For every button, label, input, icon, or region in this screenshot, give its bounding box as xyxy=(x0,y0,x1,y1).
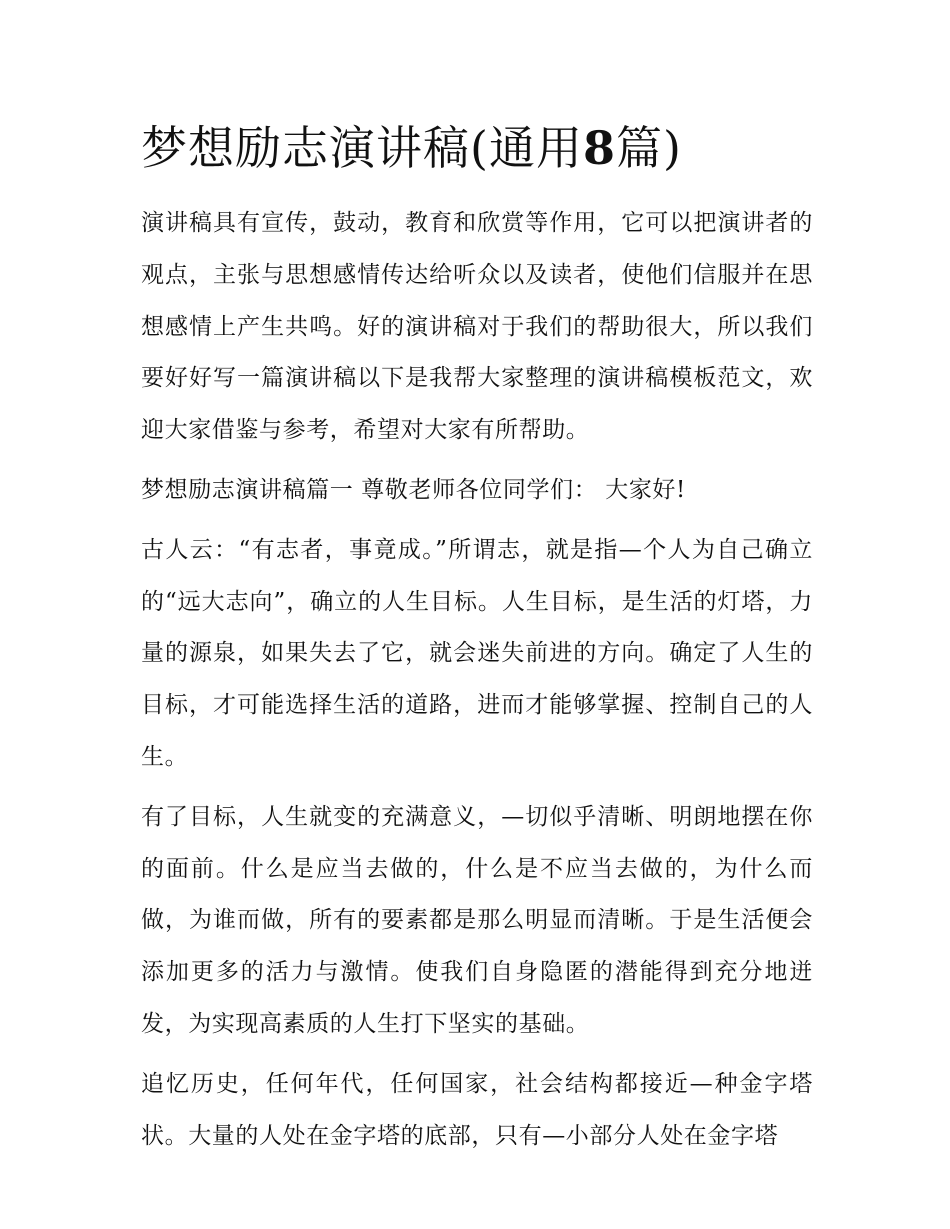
title-spacer xyxy=(141,184,813,198)
paragraph-spacer xyxy=(141,517,813,525)
paragraph-spacer xyxy=(141,457,813,465)
document-page xyxy=(141,112,813,1162)
title-prefix: 梦想励志演讲稿(通用 xyxy=(141,121,583,175)
body-paragraph: 追忆历史，任何年代，任何国家，社会结构都接近—种金字塔状。大量的人处在金字塔的底部，只有—小部分人处在金字塔 xyxy=(141,1070,813,1149)
title-number: 8 xyxy=(582,121,616,175)
intro-paragraph: 演讲稿具有宣传，鼓动，教育和欣赏等作用，它可以把演讲者的观点，主张与思想感情传达给听众以及读者，使他们信服并在思想感情上产生共鸣。好的演讲稿对于我们的帮助很大，所以我们要好好写一篇演讲稿以下是我帮大家整理的演讲稿模板范文，欢迎大家借鉴与参考，希望对大家有所帮助。 xyxy=(141,210,813,444)
body-paragraph: 古人云：“有志者，事竟成。”所谓志，就是指—个人为自己确立的“远大志向”，确立的人生目标。人生目标，是生活的灯塔，力量的源泉，如果失去了它，就会迷失前进的方向。确定了人生的目标，才可能选择生活的道路，进而才能够掌握、控制自己的人生。 xyxy=(141,536,813,770)
paragraph-spacer xyxy=(141,784,813,792)
speech-heading-line: 梦想励志演讲稿篇一 尊敬老师各位同学们： 大家好! xyxy=(141,476,686,503)
title-suffix: 篇) xyxy=(615,121,682,175)
paragraph-spacer xyxy=(141,1051,813,1059)
body-paragraph: 有了目标，人生就变的充满意义，—切似乎清晰、明朗地摆在你的面前。什么是应当去做的，什么是不应当去做的，为什么而做，为谁而做，所有的要素都是那么明显而清晰。于是生活便会添加更多的活力与激情。使我们自身隐匿的潜能得到充分地迸发，为实现高素质的人生打下坚实的基础。 xyxy=(141,803,813,1037)
document-title xyxy=(141,112,813,184)
